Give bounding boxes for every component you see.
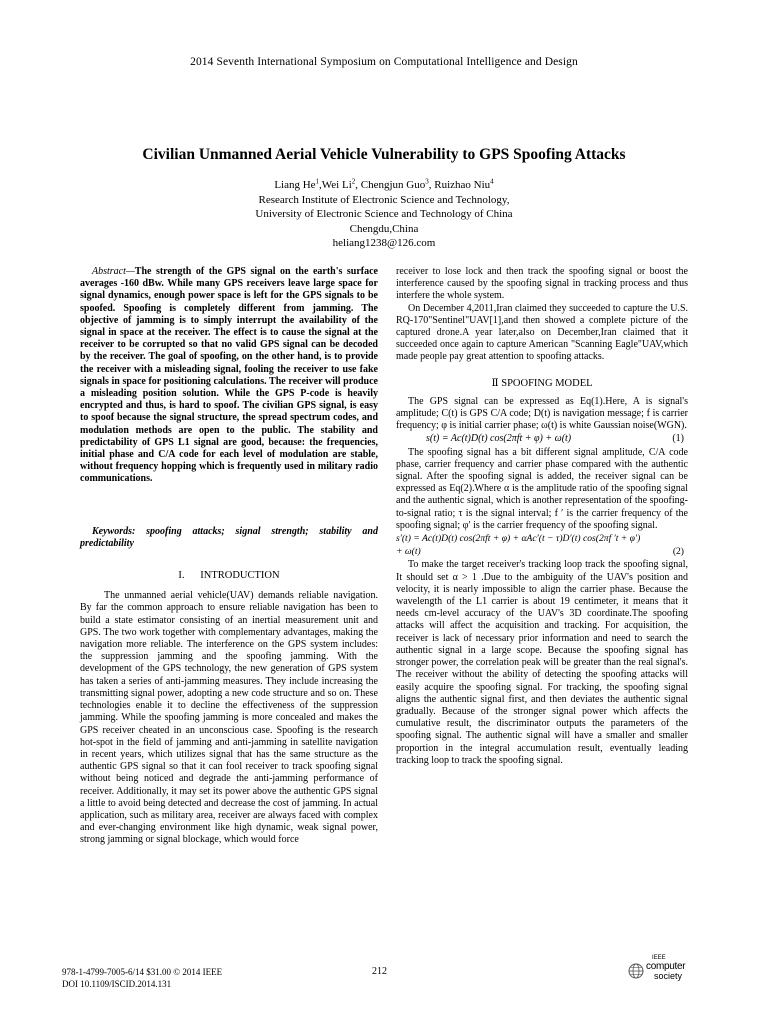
- affiliation-line: Chengdu,China: [349, 222, 419, 235]
- paragraph: receiver to lose lock and then track the spoofing signal or boost the interference caused by the spoofing signal in tracking process and thus interfere the whole system.: [396, 266, 688, 302]
- author-names: Liang He$^1$,Wei Li$^2$, Chengjun Guo$^3$, Ruizhao Niu$^4$: [274, 177, 494, 191]
- introduction-text: The unmanned aerial vehicle(UAV) demands reliable navigation. By far the common approach to ensure reliable navigation has been to build a state estimator consisting of an inertial measurement unit and GPS. The two work together with complementary advantages, making the navigation more reliable. The interference on the GPS system includes: the suppression jamming and the spoofing jamming. With the development of the GPS technology, the new generation of GPS system has taken a series of anti-jamming measures. They include increasing the transmitting signal power, adopting a new code structure and so on. These technologies enable it to decline the effectiveness of the suppression jamming. While the spoofing jamming is more concealed and makes the GPS receiver cheated in an unconscious case. Spoofing is the research hot-spot in the field of jamming and anti-jamming in satellite navigation in recent years, which utilizes signal that has the same structure as the authentic GPS signal so that it can fool receiver to track spoofing signal without being noticed and degrade the anti-jamming performance of receiver. Additionally, it may set its power above the authentic GPS signal a little to avoid being detected and decrease the cost of jamming. In actual application, such as military area, receiver are always faced with complex and ever-changing environment like high dynamic, weak signal power, strong jamming or signal blockage, which would force: [80, 590, 378, 846]
- equation-1: [396, 433, 688, 445]
- equation-text: + ω(t): [396, 546, 421, 558]
- section-heading-spoofing-model: Ⅱ SPOOFING MODEL: [491, 377, 593, 389]
- abstract: [80, 266, 378, 486]
- keywords: Keywords: spoofing attacks; signal strength; stability and predictability: [80, 525, 378, 549]
- paragraph: The spoofing signal has a bit different signal amplitude, C/A code phase, carrier frequency and carrier phase compared with the authentic signal. After the spoofing signal is added, the receiver signal can be expressed as Eq(2).Where α is the amplitude ratio of the spoofing signal and the authentic signal, which is another representation of the spoofing-to-signal ratio; τ is the signal interval; f ′ is the carrier frequency of the spoofing signal; φ′ is the carrier frequency of the spoofing signal.: [396, 446, 688, 531]
- computer-society-logo: [626, 955, 696, 985]
- author-name: Liang He: [274, 179, 316, 191]
- author-email: heliang1238@126.com: [332, 237, 436, 250]
- equation-2-line-1: s′(t) = Ac(t)D(t) cos(2πft + φ) + αAc′(t − τ)D′(t) cos(2πf ′t + φ′): [396, 533, 641, 545]
- logo-computer-text: computer: [646, 961, 686, 972]
- paragraph: On December 4,2011,Iran claimed they succeeded to capture the U.S. RQ-170"Sentinel"UAV[1],and then showed a complete picture of the captured drone.A year later,also on December,Iran claimed that it succeeded once again to capture American "Scanning Eagle"UAV,which made people pay great attention to spoofing attacks.: [396, 302, 688, 363]
- paragraph: The GPS signal can be expressed as Eq(1).Here, A is signal's amplitude; C(t) is GPS C/A code; D(t) is navigation message; f is carrier frequency; φ is initial carrier phase; ω(t) is white Gaussian noise(WGN).: [396, 395, 688, 432]
- equation-number: (1): [672, 433, 684, 445]
- equation-number: (2): [672, 546, 684, 558]
- equation-2-line-2: [396, 546, 688, 558]
- left-column: [80, 266, 378, 847]
- footer-citation: [62, 966, 222, 990]
- affiliation-line: University of Electronic Science and Technology of China: [255, 208, 513, 221]
- author-name: Ruizhao Niu: [434, 179, 491, 191]
- affiliation-line: Research Institute of Electronic Science and Technology,: [258, 193, 510, 206]
- logo-ieee-text: IEEE: [652, 955, 666, 961]
- equation-text: s(t) = Ac(t)D(t) cos(2πft + φ) + ω(t): [426, 433, 572, 445]
- page-number: 212: [372, 966, 387, 977]
- abstract-label: Abstract—: [92, 266, 135, 277]
- globe-icon: [628, 963, 644, 979]
- abstract-text: The strength of the GPS signal on the earth's surface averages -160 dBw. While many GPS receivers leave large space for signal dynamics, enough power space is left for the GPS signals to be spoofed. Spoofing is completely different from jamming. The objective of jamming is to simply interrupt the availability of the signal in space at the receiver. The effect is to cause the signal at the receiver to be corrupted so that no valid GPS signal can be decoded by the receiver. The goal of spoofing, on the other hand, is to provide the receiver with a misleading signal, fooling the receiver to use fake signals in space for positioning calculations. The receiver will produce a misleading position solution. While the GPS P-code is heavily encrypted and thus, is hard to spoof. The civilian GPS signal, is easy to spoof because the signal structure, the spread spectrum codes, and modulation methods are open to the public. The stability and predictability of GPS L1 signal are good, because: the frequencies, initial phase and C/A code for each level of modulation are stable, without frequency hopping which is frequently used in military radio communications.: [80, 266, 378, 485]
- logo-society-text: society: [654, 971, 683, 981]
- conference-header: 2014 Seventh International Symposium on Computational Intelligence and Design: [190, 56, 578, 68]
- paragraph: To make the target receiver's tracking loop track the spoofing signal, It should set α > 1 .Due to the ambiguity of the UAV's position and velocity, it is nearly impossible to align the carrier phase. Because the wavelength of the L1 carrier is about 19 centimeter, it means that it needs cm-level accuracy of the UAV's 3D coordinate.The spoofing attacks will affect the acquisition and tracking. For acquisition, the receiver is lack of necessary prior information and need to search the authentic signal in a large scope. Because the spoofing signal has stronger power, the correlation peak will be greater than the real signal's. The receiver without the ability of detecting the spoofing attacks will easily acquire the spoofing signal. For tracking, the spoofing signal aligns the authentic signal first, and then deviates the authentic signal gradually. Because of the stronger signal power which affects the cumulative result, the discriminator outputs the parameters of the spoofing signal. The authentic signal will have a smaller and smaller proportion in the integral accumulation result, eventually leading tracking loop to track the spoofing signal.: [396, 559, 688, 766]
- paper-title: Civilian Unmanned Aerial Vehicle Vulnerability to GPS Spoofing Attacks: [142, 146, 626, 163]
- author-name: Chengjun Guo: [360, 179, 426, 191]
- section-heading-introduction: I. INTRODUCTION: [178, 570, 280, 582]
- author-block: [0, 178, 768, 251]
- right-column: [396, 266, 688, 767]
- footer-doi: DOI 10.1109/ISCID.2014.131: [62, 979, 172, 989]
- author-name: Wei Li: [321, 179, 352, 191]
- footer-isbn: 978-1-4799-7005-6/14 $31.00 © 2014 IEEE: [62, 967, 223, 977]
